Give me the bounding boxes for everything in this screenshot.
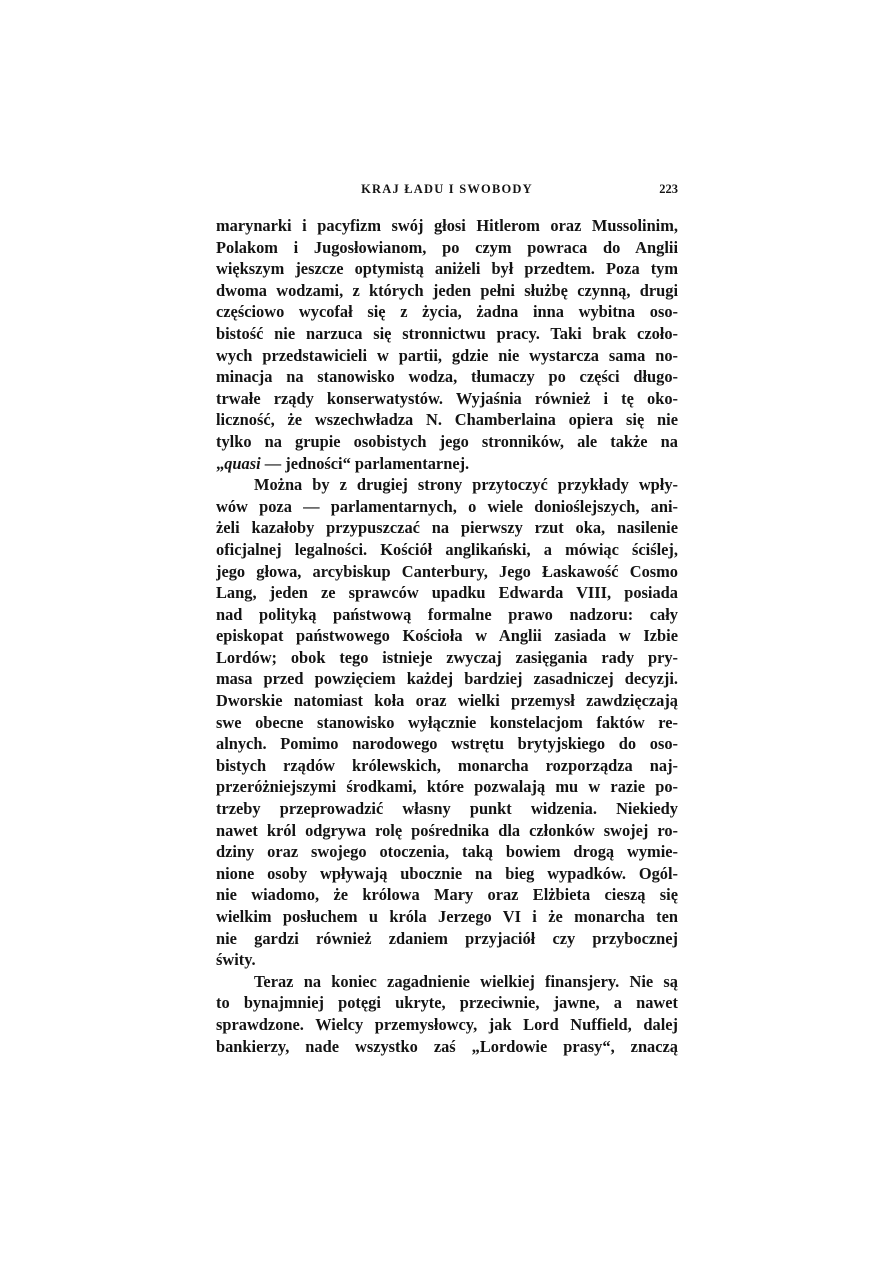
text-line: wielkim posłuchem u króla Jerzego VI i że monarcha ten xyxy=(216,907,678,926)
text-line: swe obecne stanowisko wyłącznie konstelacjom faktów re- xyxy=(216,712,678,732)
text-line: przeróżniejszymi środkami, które pozwalają mu w razie po- xyxy=(216,777,678,797)
text-line: nie wiadomo, że królowa Mary oraz Elżbieta cieszą się xyxy=(216,885,678,905)
text-line: liczność, że wszechwładza N. Chamberlaina opiera się nie xyxy=(216,410,678,430)
text-line: Lang, jeden ze sprawców upadku Edwarda VIII, posiada xyxy=(216,583,678,603)
text-line: większym jeszcze optymistą aniżeli był przedtem. Poza tym xyxy=(216,259,678,279)
text-line: nione osoby wpływają ubocznie na bieg wypadków. Ogól- xyxy=(216,863,678,883)
text-line: nie gardzi również zdaniem przyjaciół czy przybocznej xyxy=(216,928,678,948)
text-line: Dworskie natomiast koła oraz wielki przemysł zawdzięczają xyxy=(216,691,678,711)
text-line: nad polityką państwową formalne prawo nadzoru: cały xyxy=(216,604,678,624)
page-number: 223 xyxy=(659,182,678,196)
text-line: bistość nie narzuca się stronnictwu pracy. Taki brak czoło- xyxy=(216,323,678,343)
text-line: to bynajmniej potęgi ukryte, przeciwnie, jawne, a nawet xyxy=(216,993,678,1013)
text-line: tylko na grupie osobistych jego stronników, ale także na xyxy=(216,431,678,451)
text-line: Polakom i Jugosłowianom, po czym powraca do Anglii xyxy=(216,237,678,257)
text-line: żeli kazałoby przypuszczać na pierwszy rzut oka, nasilenie xyxy=(216,518,678,538)
text-line: episkopat państwowego Kościoła w Anglii zasiada w Izbie xyxy=(216,626,678,646)
text-line: Lordów; obok tego istnieje zwyczaj zasięgania rady pry- xyxy=(216,647,678,667)
text-line-paragraph-end: „quasi — jedności“ parlamentarnej. xyxy=(216,453,470,473)
text-line: wów poza — parlamentarnych, o wiele donioślejszych, ani- xyxy=(216,496,678,516)
text-line: sprawdzone. Wielcy przemysłowcy, jak Lord Nuffield, dalej xyxy=(216,1014,678,1034)
text-line: dwoma wodzami, z których jeden pełni służbę czynną, drugi xyxy=(216,280,678,300)
text-line: alnych. Pomimo narodowego wstrętu brytyjskiego do oso- xyxy=(216,734,678,754)
text-line: bankierzy, nade wszystko zaś „Lordowie prasy“, znaczą xyxy=(216,1036,678,1056)
text-line: jego głowa, arcybiskup Canterbury, Jego Łaskawość Cosmo xyxy=(216,561,678,581)
running-title: KRAJ ŁADU I SWOBODY xyxy=(361,182,533,196)
text-line: marynarki i pacyfizm swój głosi Hitlerom oraz Mussolinim, xyxy=(216,216,678,235)
body-text xyxy=(216,215,678,1057)
running-header xyxy=(216,182,678,204)
text-line-paragraph-start: Można by z drugiej strony przytoczyć przykłady wpły- xyxy=(254,475,678,495)
text-line-paragraph-end: świty. xyxy=(216,950,256,970)
text-line: nawet król odgrywa rolę pośrednika dla członków swojej ro- xyxy=(216,820,678,840)
text-line: częściowo wycofał się z życia, żadna inna wybitna oso- xyxy=(216,302,678,322)
italic-word: quasi xyxy=(224,453,261,473)
text-line: masa przed powzięciem każdej bardziej zasadniczej decyzji. xyxy=(216,669,678,689)
text-line-paragraph-start: Teraz na koniec zagadnienie wielkiej finansjery. Nie są xyxy=(254,971,678,991)
text-line: bistych rządów królewskich, monarcha rozporządza naj- xyxy=(216,755,678,775)
text-line: dziny oraz swojego otoczenia, taką bowiem drogą wymie- xyxy=(216,842,678,862)
text-line: trwałe rządy konserwatystów. Wyjaśnia również i tę oko- xyxy=(216,388,678,408)
text-line: wych przedstawicieli w partii, gdzie nie wystarcza sama no- xyxy=(216,345,678,365)
text-line: trzeby przeprowadzić własny punkt widzenia. Niekiedy xyxy=(216,799,678,819)
text-line: oficjalnej legalności. Kościół anglikański, a mówiąc ściślej, xyxy=(216,539,678,559)
text-line: minacja na stanowisko wodza, tłumaczy po części długo- xyxy=(216,367,678,387)
